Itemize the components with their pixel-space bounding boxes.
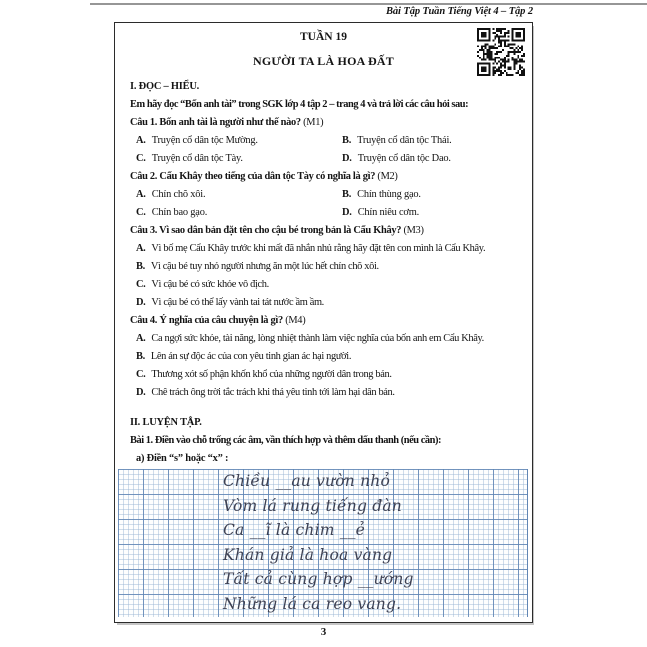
page-number: 3: [320, 626, 327, 638]
handwriting-line-4: Khán giả là hoa vàng: [223, 545, 393, 564]
question-4-text: Câu 4. Ý nghĩa của câu chuyện là gì?: [130, 315, 283, 326]
question-3-text: Câu 3. Vì sao dân bản đặt tên cho cậu bé trong bản là Cẩu Khây?: [130, 225, 402, 236]
option-3b: B. Vì cậu bé tuy nhỏ người nhưng ăn một lúc hết chín chõ xôi.: [136, 261, 379, 272]
worksheet-page: [114, 22, 533, 623]
handwriting-line-5: Tất cả cùng hợp __ướng: [223, 570, 414, 589]
question-4: [130, 312, 522, 330]
option-4c: C. Thương xót số phận khốn khổ của những người dân trong bản.: [136, 369, 392, 380]
option-3d: D. Vì cậu bé có thể lấy vành tai tát nước ầm ầm.: [136, 297, 324, 308]
option-2b: B. Chín thùng gạo.: [342, 189, 421, 200]
page-title: NGƯỜI TA LÀ HOA ĐẤT: [253, 54, 394, 68]
question-1-level: (M1): [303, 117, 324, 128]
question-3: [130, 222, 522, 240]
question-1-options-row-2: [130, 150, 522, 168]
exercise-1a-label: a) Điền “s” hoặc “x” :: [136, 453, 229, 464]
week-heading: TUẦN 19: [300, 31, 347, 43]
question-1-options-row-1: [130, 132, 522, 150]
section1-heading: I. ĐỌC – HIỂU.: [130, 81, 200, 92]
option-1d: D. Truyện cổ dân tộc Dao.: [342, 153, 451, 164]
handwriting-line-1: Chiều __au vườn nhỏ: [223, 472, 390, 490]
section2-heading: II. LUYỆN TẬP.: [130, 417, 202, 428]
option-4d: D. Chê trách ông trời tắc trách khi thả yêu tinh tới làm hại dân bản.: [136, 387, 395, 398]
question-1-text: Câu 1. Bốn anh tài là người như thế nào?: [130, 117, 301, 128]
question-3-level: (M3): [403, 225, 424, 236]
option-4a: A. Ca ngợi sức khỏe, tài năng, lòng nhiệt thành làm việc nghĩa của bốn anh em Cẩu Khây.: [136, 333, 484, 344]
option-3a: A. Vì bố mẹ Cẩu Khây trước khi mất đã nhắn nhủ rằng hãy đặt tên con mình là Cẩu Khây.: [136, 243, 486, 254]
question-2-options-row-2: [130, 204, 522, 222]
option-3c: C. Vì cậu bé có sức khỏe vô địch.: [136, 279, 269, 290]
handwriting-line-2: Vòm lá rung tiếng đàn: [223, 496, 402, 515]
handwriting-grid: [118, 469, 528, 617]
page-top-rule: [90, 3, 647, 5]
section1-instruction: Em hãy đọc “Bốn anh tài” trong SGK lớp 4 tập 2 – trang 4 và trả lời các câu hỏi sau:: [130, 99, 469, 110]
question-2-options-row-1: [130, 186, 522, 204]
option-2a: A. Chín chõ xôi.: [136, 189, 206, 200]
option-1a: A. Truyện cổ dân tộc Mường.: [136, 135, 258, 146]
question-2-level: (M2): [377, 171, 398, 182]
book-header-note: Bài Tập Tuần Tiếng Việt 4 – Tập 2: [385, 6, 533, 17]
handwriting-line-6: Những lá ca reo vang.: [223, 594, 402, 613]
option-2d: D. Chín niêu cơm.: [342, 207, 419, 218]
question-4-level: (M4): [285, 315, 306, 326]
option-1b: B. Truyện cổ dân tộc Thái.: [342, 135, 452, 146]
question-1: [130, 114, 522, 132]
worksheet-content: [115, 78, 532, 617]
handwriting-line-3: Ca __ĩ là chim __ẻ: [223, 521, 366, 540]
option-1c: C. Truyện cổ dân tộc Tày.: [136, 153, 243, 164]
option-4b: B. Lên án sự độc ác của con yêu tinh gian ác hại người.: [136, 351, 352, 362]
question-2: [130, 168, 522, 186]
qr-code: [477, 28, 525, 76]
exercise-1-instruction: Bài 1. Điền vào chỗ trống các âm, vần thích hợp và thêm dấu thanh (nếu cần):: [130, 435, 442, 446]
question-2-text: Câu 2. Cẩu Khây theo tiếng của dân tộc Tày có nghĩa là gì?: [130, 171, 376, 182]
option-2c: C. Chín bao gạo.: [136, 207, 208, 218]
